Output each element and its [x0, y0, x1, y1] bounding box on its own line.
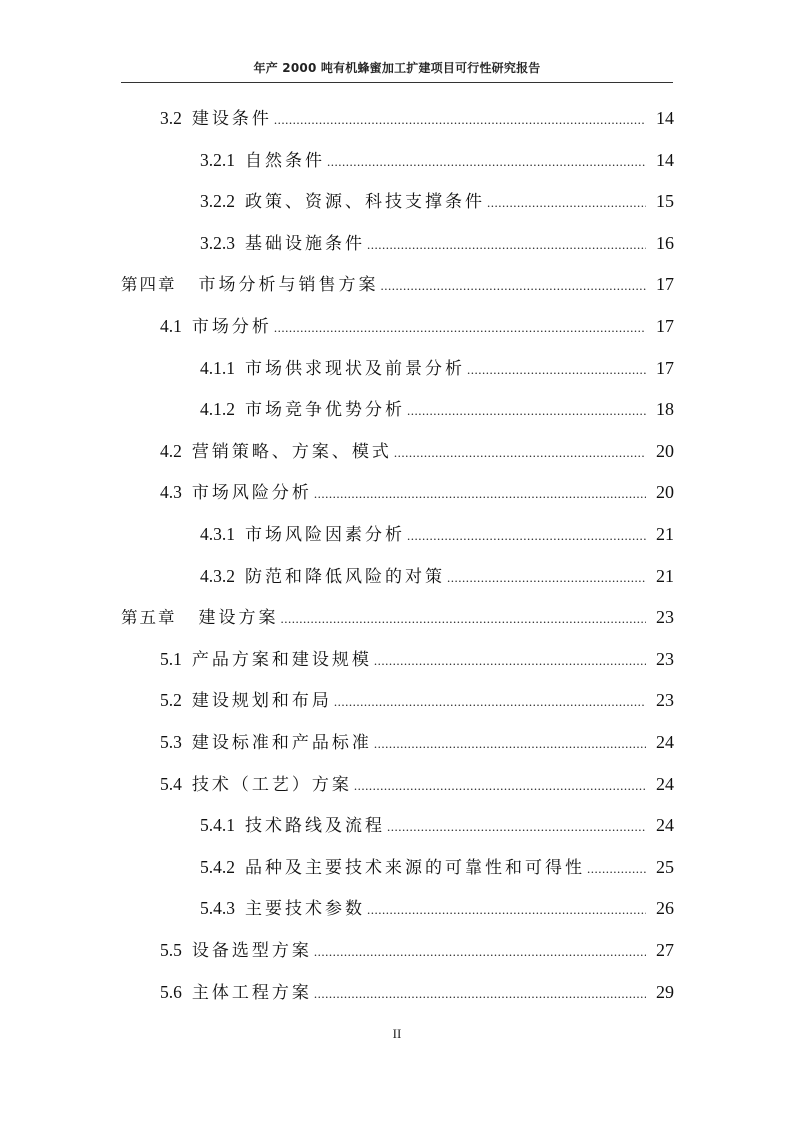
- dot-leader: [394, 441, 646, 465]
- toc-entry-title: 市场分析与销售方案: [198, 275, 379, 295]
- dot-leader: [407, 399, 646, 423]
- toc-entry[interactable]: [121, 605, 674, 629]
- toc-entry-title: 技术（工艺）方案: [191, 775, 352, 795]
- toc-entry-title: 政策、资源、科技支撑条件: [245, 192, 485, 212]
- toc-entry-page: 20: [656, 441, 674, 461]
- toc-entry-number: 4.3.2: [200, 566, 235, 586]
- toc-entry-page: 23: [656, 607, 674, 627]
- dot-leader: [467, 358, 646, 382]
- toc-entry-page: 18: [656, 399, 674, 419]
- toc-entry-number: 4.1: [160, 316, 182, 336]
- dot-leader: [374, 649, 646, 673]
- header-rule: [121, 82, 673, 83]
- toc-entry-page: 21: [656, 566, 674, 586]
- toc-entry-number: 5.4.2: [200, 857, 235, 877]
- toc-entry-number: 5.3: [160, 732, 182, 752]
- toc-entry[interactable]: [200, 813, 674, 837]
- dot-leader: [407, 524, 646, 548]
- toc-entry-title: 技术路线及流程: [245, 816, 385, 836]
- toc-entry[interactable]: [160, 439, 674, 463]
- dot-leader: [381, 274, 647, 298]
- toc-entry-number: 5.4.1: [200, 815, 235, 835]
- toc-entry-title: 主要技术参数: [245, 899, 365, 919]
- toc-entry-title: 市场分析: [191, 317, 272, 337]
- toc-entry-title: 防范和降低风险的对策: [245, 567, 445, 587]
- toc-entry-number: 5.4: [160, 774, 182, 794]
- toc-entry-page: 27: [656, 940, 674, 960]
- toc-entry[interactable]: [160, 647, 674, 671]
- dot-leader: [367, 898, 646, 922]
- toc-entry-title: 自然条件: [245, 151, 325, 171]
- toc-entry-page: 25: [656, 857, 674, 877]
- toc-entry[interactable]: [160, 772, 674, 796]
- toc-entry-page: 24: [656, 815, 674, 835]
- toc-entry[interactable]: [200, 148, 674, 172]
- toc-entry-page: 29: [656, 982, 674, 1002]
- toc-entry[interactable]: [200, 522, 674, 546]
- dot-leader: [274, 316, 646, 340]
- toc-entry-number: 5.6: [160, 982, 182, 1002]
- toc-entry-page: 26: [656, 898, 674, 918]
- toc-entry[interactable]: [200, 231, 674, 255]
- toc-entry-number: 4.3.1: [200, 524, 235, 544]
- toc-entry-page: 24: [656, 774, 674, 794]
- toc-entry[interactable]: [200, 356, 674, 380]
- toc-entry-title: 市场供求现状及前景分析: [245, 359, 465, 379]
- toc-entry-number: 4.2: [160, 441, 182, 461]
- toc-entry-title: 主体工程方案: [191, 983, 312, 1003]
- toc-entry-page: 17: [656, 316, 674, 336]
- toc-entry[interactable]: [200, 855, 674, 879]
- toc-entry[interactable]: [160, 730, 674, 754]
- dot-leader: [274, 108, 646, 132]
- toc-entry-title: 品种及主要技术来源的可靠性和可得性: [245, 858, 585, 878]
- toc-entry[interactable]: [200, 189, 674, 213]
- toc-entry-number: 5.5: [160, 940, 182, 960]
- toc-entry[interactable]: [160, 480, 674, 504]
- toc-entry-number: 4.3: [160, 482, 182, 502]
- toc-entry-page: 14: [656, 150, 674, 170]
- toc-entry-title: 基础设施条件: [245, 234, 365, 254]
- toc-entry[interactable]: [200, 564, 674, 588]
- toc-entry-page: 24: [656, 732, 674, 752]
- page-number: II: [392, 1026, 402, 1041]
- toc-entry-title: 市场风险因素分析: [245, 525, 405, 545]
- toc-entry-title: 建设条件: [191, 109, 272, 129]
- toc-entry-title: 建设标准和产品标准: [191, 733, 372, 753]
- toc-entry-title: 营销策略、方案、模式: [191, 442, 392, 462]
- toc-entry-number: 3.2: [160, 108, 182, 128]
- toc-entry-number: 3.2.2: [200, 191, 235, 211]
- toc-entry-page: 21: [656, 524, 674, 544]
- toc-entry-title: 建设方案: [198, 608, 279, 628]
- toc-entry[interactable]: [200, 397, 674, 421]
- dot-leader: [354, 774, 646, 798]
- toc-entry[interactable]: [160, 688, 674, 712]
- dot-leader: [314, 482, 646, 506]
- toc-entry-title: 设备选型方案: [191, 941, 312, 961]
- dot-leader: [374, 732, 646, 756]
- toc-entry[interactable]: [200, 896, 674, 920]
- dot-leader: [281, 607, 647, 631]
- toc-entry-number: 5.1: [160, 649, 182, 669]
- toc-entry-number: 4.1.1: [200, 358, 235, 378]
- toc-entry-title: 建设规划和布局: [191, 691, 332, 711]
- toc-entry-page: 15: [656, 191, 674, 211]
- dot-leader: [327, 150, 646, 174]
- toc-entry-number: 5.4.3: [200, 898, 235, 918]
- dot-leader: [487, 191, 646, 215]
- toc-entry-number: 4.1.2: [200, 399, 235, 419]
- dot-leader: [367, 233, 646, 257]
- dot-leader: [447, 566, 646, 590]
- dot-leader: [314, 982, 646, 1006]
- dot-leader: [334, 690, 646, 714]
- toc-entry-title: 市场风险分析: [191, 483, 312, 503]
- toc-entry[interactable]: [160, 980, 674, 1004]
- toc-entry[interactable]: [160, 106, 674, 130]
- toc-entry[interactable]: [160, 938, 674, 962]
- toc-entry-number: 3.2.3: [200, 233, 235, 253]
- dot-leader: [587, 857, 646, 881]
- toc-entry-number: 3.2.1: [200, 150, 235, 170]
- toc-entry[interactable]: [121, 272, 674, 296]
- toc-entry-page: 23: [656, 690, 674, 710]
- toc-entry-page: 20: [656, 482, 674, 502]
- toc-entry-page: 14: [656, 108, 674, 128]
- toc-entry-page: 17: [656, 274, 674, 294]
- toc-entry-number: 5.2: [160, 690, 182, 710]
- running-header: 年产 2000 吨有机蜂蜜加工扩建项目可行性研究报告: [253, 61, 541, 75]
- toc-entry-title: 市场竞争优势分析: [245, 400, 405, 420]
- toc-entry-number: 第四章: [121, 275, 177, 294]
- toc-entry-number: 第五章: [121, 608, 177, 627]
- toc-entry-page: 17: [656, 358, 674, 378]
- toc-entry[interactable]: [160, 314, 674, 338]
- toc-entry-title: 产品方案和建设规模: [191, 650, 372, 670]
- dot-leader: [387, 815, 646, 839]
- toc-entry-page: 16: [656, 233, 674, 253]
- toc-entry-page: 23: [656, 649, 674, 669]
- dot-leader: [314, 940, 646, 964]
